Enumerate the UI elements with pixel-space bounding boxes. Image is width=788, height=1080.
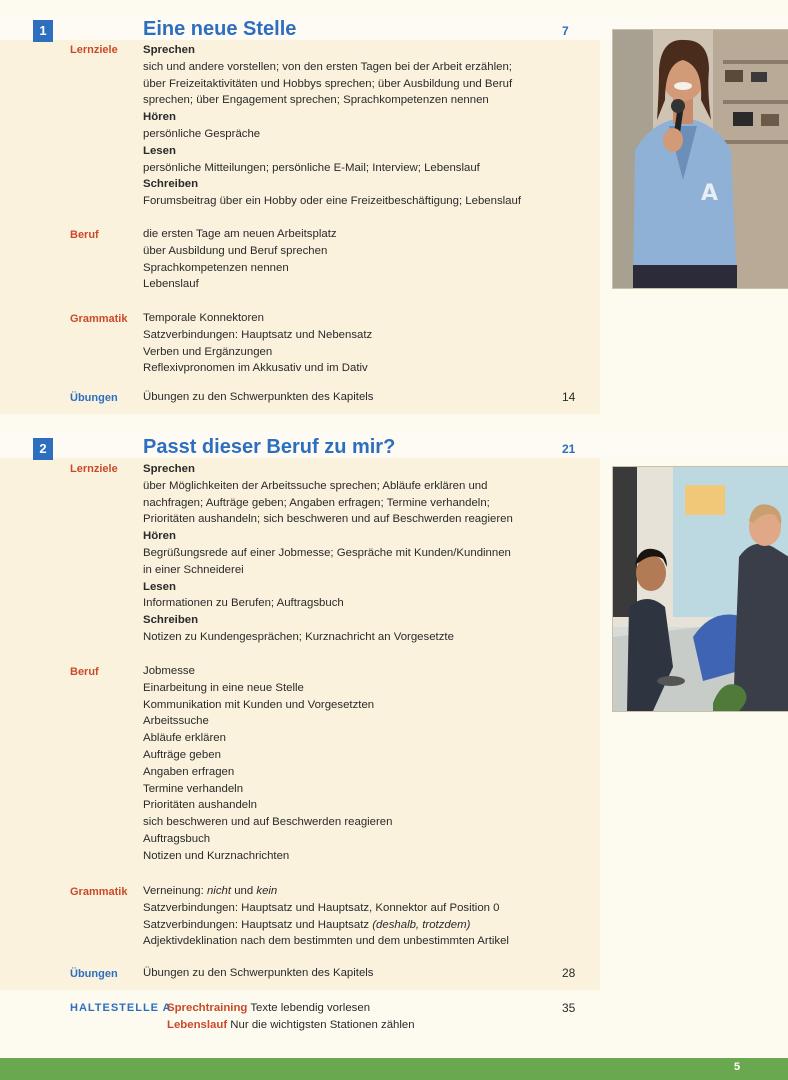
grammatik-content xyxy=(143,883,583,950)
text-line: Reflexivpronomen im Akkusativ und im Dativ xyxy=(143,362,368,375)
skill-heading: Lesen xyxy=(143,144,176,157)
haltestelle-keyword: Lebenslauf xyxy=(167,1018,228,1031)
skill-heading: Hören xyxy=(143,530,176,543)
italic-term: (deshalb, trotzdem) xyxy=(372,918,471,931)
text-segment: Satzverbindungen: Hauptsatz und Hauptsatz xyxy=(143,918,373,931)
photo-woman-microphone-illustration xyxy=(613,30,788,288)
text-line: Adjektivdeklination nach dem bestimmten und dem unbestimmten Artikel xyxy=(143,935,509,948)
text-line: in einer Schneiderei xyxy=(143,563,244,576)
lernziele-content xyxy=(143,42,583,210)
photo-woman-microphone xyxy=(612,29,788,289)
text-line xyxy=(143,883,583,900)
text-line: die ersten Tage am neuen Arbeitsplatz xyxy=(143,228,337,240)
uebungen-text: Übungen zu den Schwerpunkten des Kapitels xyxy=(143,391,374,403)
text-line: Temporale Konnektoren xyxy=(143,312,264,324)
text-line: persönliche Gespräche xyxy=(143,127,261,140)
skill-heading: Hören xyxy=(143,111,176,124)
text-line: Notizen und Kurznachrichten xyxy=(143,849,290,862)
text-line: Informationen zu Berufen; Auftragsbuch xyxy=(143,597,344,610)
text-line: sprechen; über Engagement sprechen; Sprachkompetenzen nennen xyxy=(143,94,489,107)
text-line: Jobmesse xyxy=(143,665,195,677)
photo-tailor-shop-illustration xyxy=(613,467,788,711)
svg-text:A: A xyxy=(701,181,719,206)
text-line: Kommunikation mit Kunden und Vorgesetzten xyxy=(143,698,375,711)
text-line: Angaben erfragen xyxy=(143,765,235,778)
beruf-content xyxy=(143,226,583,293)
label-uebungen: Übungen xyxy=(70,968,118,980)
text-line: Prioritäten aushandeln xyxy=(143,799,257,812)
text-line: sich und andere vorstellen; von den ersten Tagen bei der Arbeit erzählen; xyxy=(143,60,512,73)
skill-heading: Sprechen xyxy=(143,463,195,475)
text-line: Sprachkompetenzen nennen xyxy=(143,261,289,274)
text-line: Abläufe erklären xyxy=(143,732,226,745)
text-line: Begrüßungsrede auf einer Jobmesse; Gespräche mit Kunden/Kundinnen xyxy=(143,546,511,559)
text-line: Satzverbindungen: Hauptsatz und Nebensatz xyxy=(143,328,373,341)
text-line: über Ausbildung und Beruf sprechen xyxy=(143,244,328,257)
haltestelle-text: Texte lebendig vorlesen xyxy=(247,1002,371,1014)
label-grammatik: Grammatik xyxy=(70,886,128,898)
text-line xyxy=(143,917,583,934)
skill-heading: Sprechen xyxy=(143,44,195,56)
unit-page-number: 7 xyxy=(562,24,569,38)
skill-heading: Schreiben xyxy=(143,614,199,627)
text-segment: und xyxy=(231,885,257,897)
text-line: Aufträge geben xyxy=(143,748,221,761)
footer-page-number: 5 xyxy=(734,1061,741,1073)
uebungen-page: 28 xyxy=(562,966,576,980)
label-beruf: Beruf xyxy=(70,666,99,678)
unit-number-badge: 1 xyxy=(33,20,53,42)
haltestelle-page: 35 xyxy=(562,1001,576,1015)
text-line: nachfragen; Aufträge geben; Angaben erfragen; Termine verhandeln; xyxy=(143,496,490,509)
uebungen-text: Übungen zu den Schwerpunkten des Kapitels xyxy=(143,967,374,979)
unit-2 xyxy=(0,432,788,990)
text-line: Auftragsbuch xyxy=(143,832,211,845)
text-line: Termine verhandeln xyxy=(143,782,244,795)
text-line: Satzverbindungen: Hauptsatz und Hauptsatz, Konnektor auf Position 0 xyxy=(143,901,500,914)
haltestelle-items xyxy=(167,1000,567,1033)
italic-term: nicht xyxy=(206,885,232,897)
haltestelle-item xyxy=(167,1000,567,1017)
text-line: Prioritäten aushandeln; sich beschweren und auf Beschwerden reagieren xyxy=(143,513,513,526)
label-uebungen: Übungen xyxy=(70,392,118,404)
lernziele-content xyxy=(143,461,583,646)
haltestelle-keyword: Sprechtraining xyxy=(167,1002,248,1014)
text-line: über Möglichkeiten der Arbeitssuche sprechen; Abläufe erklären und xyxy=(143,479,488,492)
haltestelle-text: Nur die wichtigsten Stationen zählen xyxy=(227,1018,415,1031)
label-lernziele: Lernziele xyxy=(70,463,118,475)
text-line: Forumsbeitrag über ein Hobby oder eine Freizeitbeschäftigung; Lebenslauf xyxy=(143,195,522,208)
text-line: sich beschweren und auf Beschwerden reagieren xyxy=(143,816,393,829)
haltestelle-item xyxy=(167,1017,567,1034)
italic-term: kein xyxy=(256,885,278,897)
unit-1 xyxy=(0,14,788,414)
unit-title: Eine neue Stelle xyxy=(143,18,297,40)
skill-heading: Schreiben xyxy=(143,178,199,191)
skill-heading: Lesen xyxy=(143,580,176,593)
text-line: Lebenslauf xyxy=(143,278,199,291)
unit-number-badge: 2 xyxy=(33,438,53,460)
text-line: persönliche Mitteilungen; persönliche E-Mail; Interview; Lebenslauf xyxy=(143,161,480,174)
uebungen-page: 14 xyxy=(562,390,576,404)
text-line: Arbeitssuche xyxy=(143,715,209,728)
text-line: Einarbeitung in eine neue Stelle xyxy=(143,681,304,694)
beruf-content xyxy=(143,663,583,865)
grammatik-content xyxy=(143,310,583,377)
haltestelle-label: HALTESTELLE A xyxy=(70,1002,172,1014)
label-grammatik: Grammatik xyxy=(70,313,128,325)
text-segment: Verneinung: xyxy=(143,885,207,897)
unit-title: Passt dieser Beruf zu mir? xyxy=(143,436,396,458)
label-beruf: Beruf xyxy=(70,229,99,241)
page-footer-bar xyxy=(0,1058,788,1080)
text-line: Verben und Ergänzungen xyxy=(143,345,273,358)
text-line: Notizen zu Kundengesprächen; Kurznachricht an Vorgesetzte xyxy=(143,630,454,643)
unit-page-number: 21 xyxy=(562,442,576,456)
label-lernziele: Lernziele xyxy=(70,44,118,56)
text-line: über Freizeitaktivitäten und Hobbys sprechen; über Ausbildung und Beruf xyxy=(143,77,513,90)
photo-tailor-shop xyxy=(612,466,788,712)
